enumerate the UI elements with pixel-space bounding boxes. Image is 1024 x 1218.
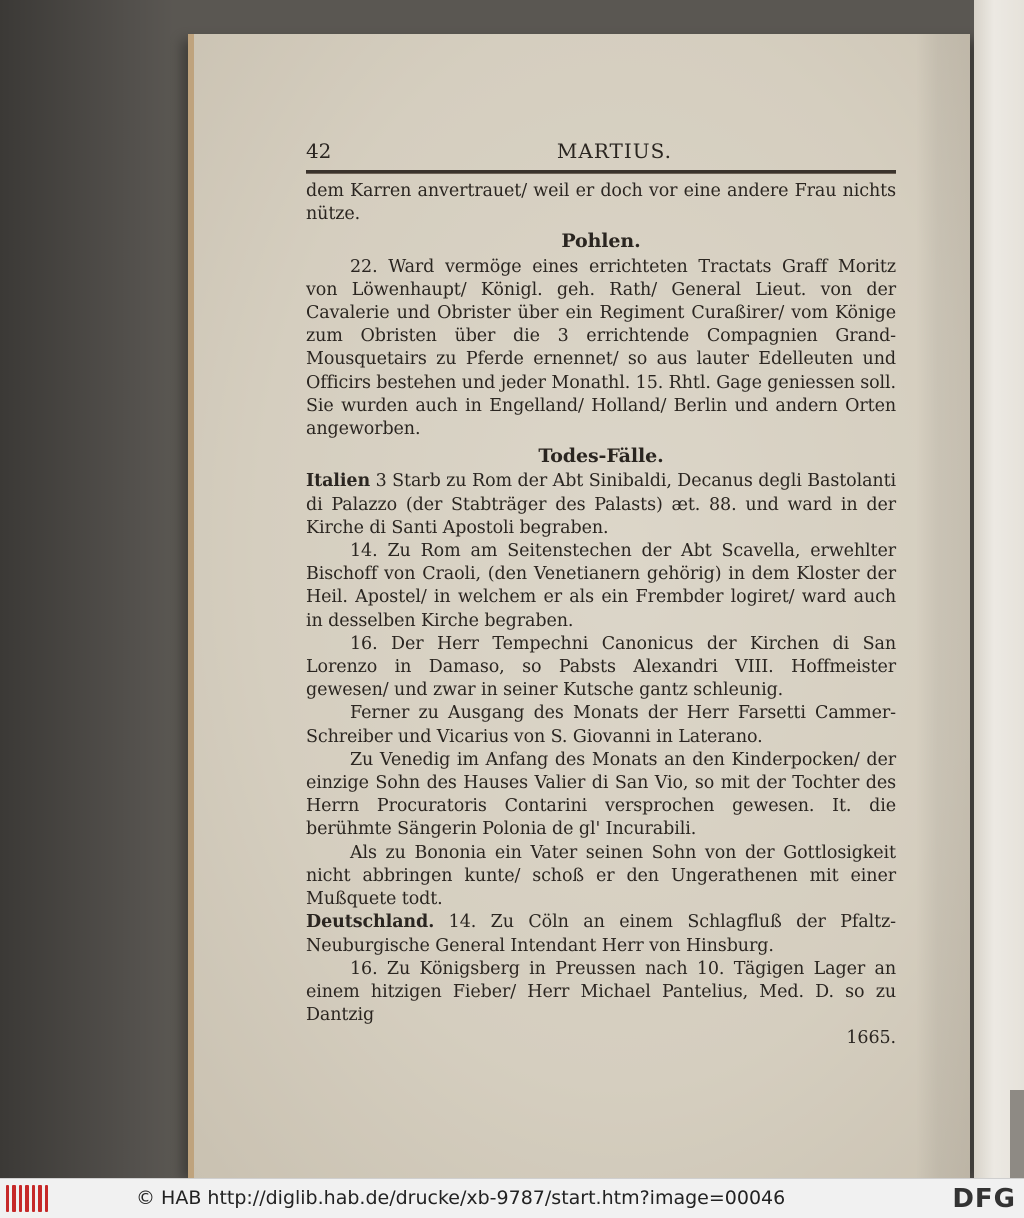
hab-logo-icon[interactable]	[6, 1185, 48, 1212]
header-rule	[306, 170, 896, 174]
dfg-logo[interactable]: DFG	[952, 1184, 1016, 1214]
paragraph-venedig: Zu Venedig im Anfang des Monats an den Kinderpocken/ der einzige Sohn des Hauses Valier di San Vio, so mit der Tochter des Herrn Procuratoris Contarini versprochen gewesen. It. die berühmte Sängerin Polonia de gl' Incurabili.	[306, 749, 896, 840]
paragraph-deutschland-text: 14. Zu Cöln an einem Schlagfluß der Pfaltz-Neuburgische General Intendant Herr von Hinsburg.	[306, 912, 896, 956]
paragraph-14: 14. Zu Rom am Seitenstechen der Abt Scavella, erwehlter Bischoff von Craoli, (den Venetianern gehörig) in dem Kloster der Heil. Apostel/ in welchem er als ein Frembder logiret/ ward auch in desselben Kirche begraben.	[306, 541, 896, 631]
paragraph-koenigsberg: 16. Zu Königsberg in Preussen nach 10. Tägigen Lager an einem hitzigen Fieber/ Herr Michael Pantelius, Med. D. so zu Dantzig	[306, 958, 896, 1026]
text-line-continuation: dem Karren anvertrauet/ weil er doch vor eine andere Frau nichts nütze.	[306, 181, 896, 225]
heading-todes-faelle: Todes-Fälle.	[538, 445, 664, 468]
paragraph-pohlen: 22. Ward vermöge eines errichteten Tractats Graff Moritz von Löwenhaupt/ Königl. geh. Rath/ General Lieut. von der Cavalerie und Obrister über ein Regiment Curaßirer/ vom Könige zum Obristen über die 3 errichtende Compagnien Grand-Mousquetairs zu Pferde ernennet/ so aus lauter Edelleuten und Officirs bestehen und jeder Monathl. 15. Rhtl. Gage geniessen soll. Sie wurden auch in Engelland/ Holland/ Berlin und andern Orten angeworben.	[306, 256, 896, 440]
copyright-link[interactable]: © HAB http://diglib.hab.de/drucke/xb-9787/start.htm?image=00046	[136, 1187, 786, 1209]
label-italien: Italien	[306, 471, 371, 492]
paragraph-deutschland	[306, 911, 896, 957]
opposite-page-shadow	[1010, 1090, 1024, 1178]
page-gutter-shade	[916, 34, 970, 1178]
paragraph-italien	[306, 470, 896, 540]
page-text	[306, 140, 896, 1051]
paragraph-bononia: Als zu Bononia ein Vater seinen Sohn von der Gottlosigkeit nicht abbringen kunte/ schoß er den Ungerathenen mit einer Mußquete todt.	[306, 842, 896, 910]
running-head: MARTIUS.	[556, 139, 672, 163]
catchword: 1665.	[846, 1028, 896, 1049]
opposite-page-edge	[974, 0, 1024, 1178]
heading-pohlen: Pohlen.	[561, 230, 641, 253]
page-number: 42	[306, 139, 332, 163]
label-deutschland: Deutschland.	[306, 912, 435, 933]
viewer-footer	[0, 1178, 1024, 1218]
paragraph-ferner: Ferner zu Ausgang des Monats der Herr Farsetti Cammer-Schreiber und Vicarius von S. Giovanni in Laterano.	[306, 703, 896, 747]
page-header	[306, 140, 896, 170]
paragraph-italien-text: 3 Starb zu Rom der Abt Sinibaldi, Decanus degli Bastolanti di Palazzo (der Stabträger des Palasts) æt. 88. und ward in der Kirche di Santi Apostoli begraben.	[306, 471, 897, 538]
paragraph-16: 16. Der Herr Tempechni Canonicus der Kirchen di San Lorenzo in Damaso, so Pabsts Alexandri VIII. Hoffmeister gewesen/ und zwar in seiner Kutsche gantz schleunig.	[306, 633, 896, 701]
